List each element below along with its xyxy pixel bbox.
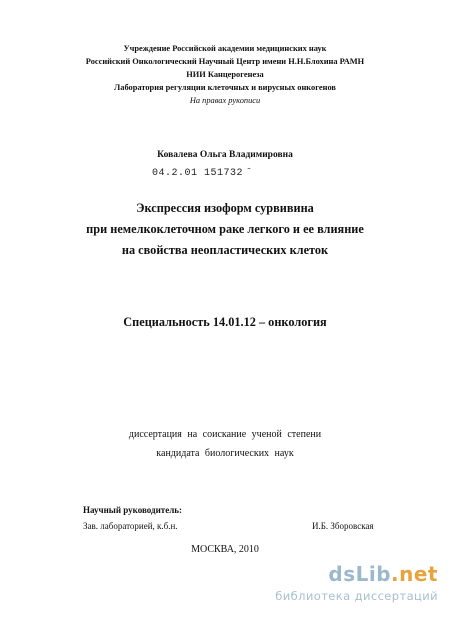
title-line-2: при немелкоклеточном раке легкого и ее влияние xyxy=(86,222,364,236)
watermark-brand-tld: .net xyxy=(391,562,438,586)
supervisor-name: И.Б. Зборовская xyxy=(312,521,374,531)
title-line-3: на свойства неопластических клеток xyxy=(121,243,329,257)
institution-line-1: Учреждение Российской академии медицинских наук xyxy=(123,44,327,53)
institution-line-4: Лаборатория регуляции клеточных и вирусных онкогенов xyxy=(114,83,336,92)
institution-line-2: Российский Онкологический Научный Центр имени Н.Н.Блохина РАМН xyxy=(85,57,365,66)
watermark-logo xyxy=(328,562,438,586)
degree-line-1: диссертация на соискание ученой степени xyxy=(128,429,322,440)
inventory-number: 04.2.01 151732 ̄ xyxy=(152,168,250,179)
degree-line-2: кандидата биологических наук xyxy=(156,448,294,459)
rights-note: На правах рукописи xyxy=(189,96,261,105)
watermark-tagline: библиотека диссертаций xyxy=(275,589,438,603)
specialty: Специальность 14.01.12 – онкология xyxy=(123,315,327,329)
watermark-brand: dsLib xyxy=(328,562,392,586)
author-name: Ковалева Ольга Владимировна xyxy=(157,150,293,160)
city-year: МОСКВА, 2010 xyxy=(191,544,259,555)
institution-line-3: НИИ Канцерогенеза xyxy=(186,70,264,79)
title-line-1: Экспрессия изоформ сурвивина xyxy=(136,201,314,215)
supervisor-heading: Научный руководитель: xyxy=(83,505,182,515)
supervisor-position: Зав. лабораторией, к.б.н. xyxy=(83,521,178,531)
